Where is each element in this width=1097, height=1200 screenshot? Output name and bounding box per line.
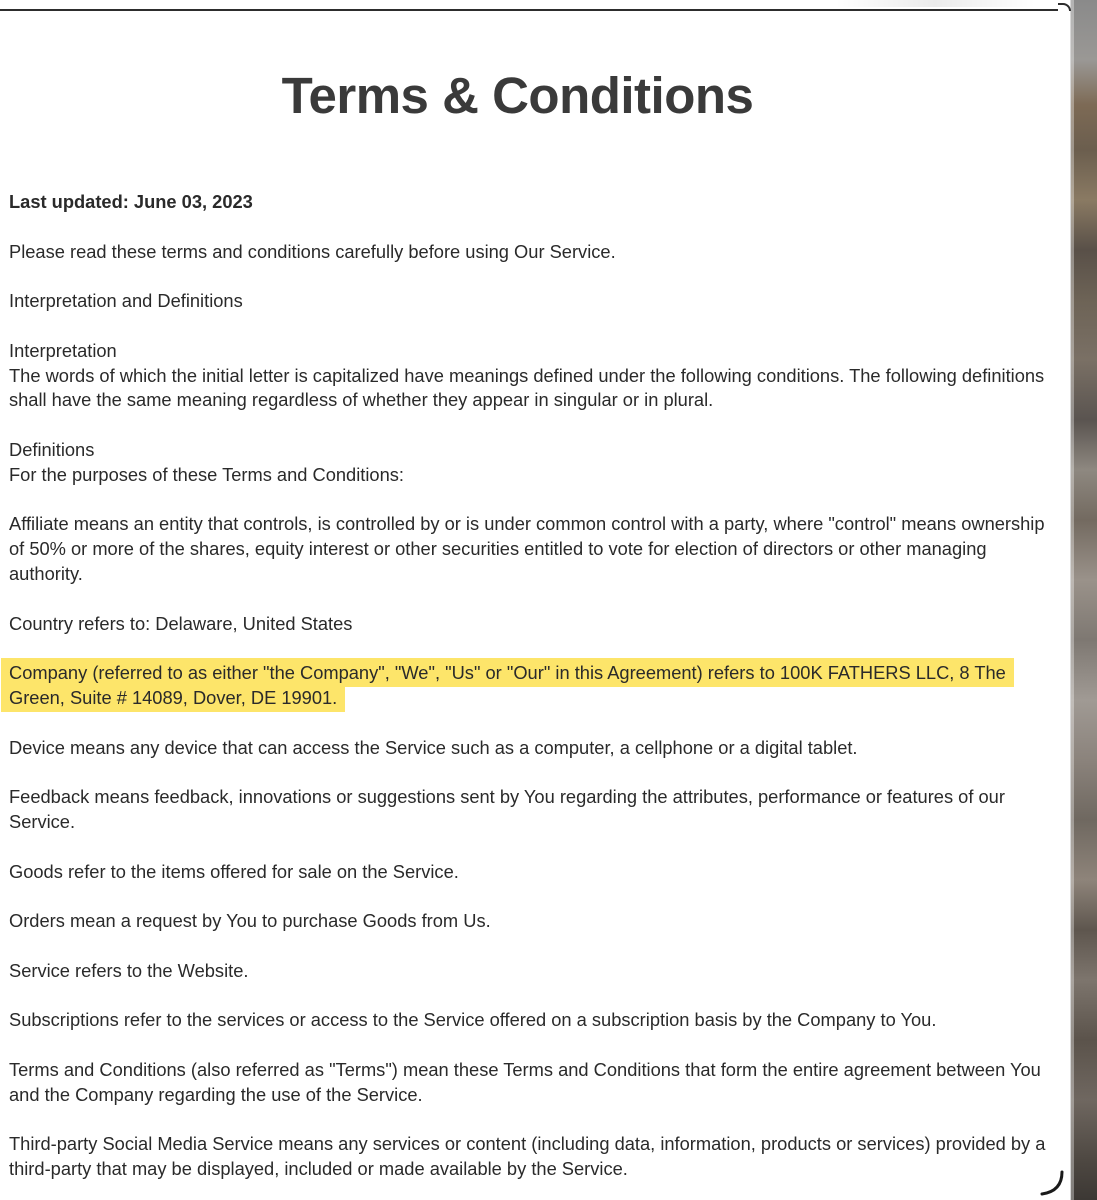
definition-device: Device means any device that can access the Service such as a computer, a cellphone or a digital tablet. <box>9 736 858 758</box>
section-heading: Interpretation and Definitions <box>9 290 243 312</box>
background-photo <box>1071 0 1097 1200</box>
company-highlight: Company (referred to as either "the Company", "We", "Us" or "Our" in this Agreement) refers to 100K FATHERS LLC, 8 The Green, Suite # 14089, Dover, DE 19901. <box>9 658 1006 712</box>
last-updated: Last updated: June 03, 2023 <box>9 191 253 212</box>
page-title: Terms & Conditions <box>281 67 754 124</box>
top-border-corner <box>1058 3 1071 11</box>
definition-country: Country refers to: Delaware, United States <box>9 612 353 634</box>
top-shadow <box>835 0 1035 7</box>
interpretation-heading: Interpretation <box>9 339 117 361</box>
definition-third-party: Third-party Social Media Service means any services or content (including data, information, products or services) provided by a third-party that may be displayed, included or made available by the Service. <box>9 1133 1046 1180</box>
definitions-heading: Definitions <box>9 438 95 460</box>
definition-affiliate: Affiliate means an entity that controls, is controlled by or is under common control with a party, where "control" means ownership of 50% or more of the shares, equity interest or other securities entitled to vote for election of directors or other managing authority. <box>9 513 1045 584</box>
definition-company <box>9 661 1049 711</box>
intro-paragraph: Please read these terms and conditions carefully before using Our Service. <box>9 240 616 262</box>
definition-terms: Terms and Conditions (also referred as "Terms") mean these Terms and Conditions that form the entire agreement between You and the Company regarding the use of the Service. <box>9 1058 1041 1105</box>
definitions-intro: For the purposes of these Terms and Conditions: <box>9 463 404 485</box>
definition-feedback: Feedback means feedback, innovations or suggestions sent by You regarding the attributes, performance or features of our Service. <box>9 786 1005 832</box>
top-border <box>0 9 1058 11</box>
interpretation-text: The words of which the initial letter is capitalized have meanings defined under the following conditions. The following definitions shall have the same meaning regardless of whether they appear in singular or in plural. <box>9 364 1045 411</box>
resize-corner-icon[interactable] <box>1040 1170 1066 1196</box>
definition-service: Service refers to the Website. <box>9 959 249 981</box>
definition-orders: Orders mean a request by You to purchase Goods from Us. <box>9 910 491 932</box>
definition-goods: Goods refer to the items offered for sale on the Service. <box>9 860 459 882</box>
definition-subscriptions: Subscriptions refer to the services or access to the Service offered on a subscription basis by the Company to You. <box>9 1009 937 1031</box>
terms-content <box>9 190 1049 1182</box>
